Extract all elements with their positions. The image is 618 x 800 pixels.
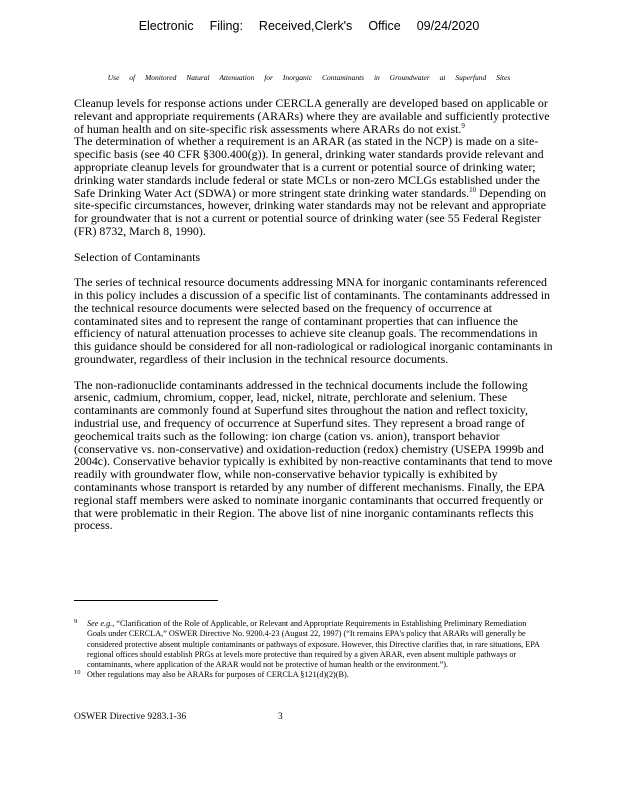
footnote-text: Other regulations may also be ARARs for purposes of CERCLA §121(d)(2)(B). (87, 670, 349, 680)
stamp-word: Filing: (209, 19, 243, 33)
page-number: 3 (278, 712, 283, 722)
document-body (74, 97, 554, 545)
footnote-ref-9[interactable]: 9 (461, 121, 465, 130)
paragraph-text: The determination of whether a requirement is an ARAR (as stated in the NCP) is made on a site-specific basis (see 40 CFR §300.400(g)). In general, drinking water standards provide relevant and appropriate cleanup levels for groundwater that is a current or potential source of drinking water; drinking water standards include federal or state MCLs or non-zero MCLGs established under the Safe Drinking Water Act (SDWA) or more stringent state drinking water standards. (74, 134, 544, 200)
filing-stamp (0, 19, 618, 33)
footnote-ref-10[interactable]: 10 (469, 185, 477, 194)
paragraph-contaminant-list: The non-radionuclide contaminants addressed in the technical documents include the following arsenic, cadmium, chromium, copper, lead, nickel, nitrate, perchlorate and selenium. These contaminants are commonly found at Superfund sites throughout the nation and reflect toxicity, industrial use, and frequency of occurrence at Superfund sites. They represent a broad range of geochemical traits such as the following: ion charge (cation vs. anion), transport behavior (conservative vs. non-conservative) and oxidation-reduction (redox) chemistry (USEPA 1999b and 2004c). Conservative behavior typically is exhibited by non-reactive contaminants that tend to move readily with groundwater flow, while non-conservative behavior typically is exhibited by contaminants whose transport is retarded by any number of different mechanisms. Finally, the EPA regional staff members were asked to nominate inorganic contaminants that occurred frequently or that were problematic in their Region. The above list of nine inorganic contaminants reflects this process. (74, 377, 553, 533)
footnote-number: 9 (74, 618, 78, 625)
stamp-word: Office (368, 19, 401, 33)
stamp-date: 09/24/2020 (416, 19, 480, 33)
paragraph-technical-documents: The series of technical resource documents addressing MNA for inorganic contaminants referenced in this policy includes a discussion of a specific list of contaminants. The contaminants addressed in the technical resource documents were selected based on the frequency of occurrence at contaminated sites and to represent the range of contaminant properties that can influence the efficiency of natural attenuation processes to achieve site cleanup goals. The recommendations in this guidance should be considered for all non-radiological or radiological inorganic contaminants in groundwater, regardless of their inclusion in the technical resource documents. (74, 275, 553, 366)
footnote-text: “Clarification of the Role of Applicable, or Relevant and Appropriate Requirements in Establishing Preliminary Remediation Goals under CERCLA,” OSWER Directive No. 9200.4-23 (August 22, 1997) (“It remains EPA's policy that ARARs will generally be considered protective absent multiple contaminants or pathways of exposure. However, this Directive clarifies that, in rare situations, EPA regional offices should establish PRGs at levels more protective than required by a given ARAR, even absent multiple pathways or contaminants, where application of the ARAR would not be protective of human health or the environment.”). (87, 619, 540, 670)
paragraph-arar-determination (74, 135, 554, 237)
page-footer (74, 712, 283, 722)
footnote-number: 10 (74, 669, 81, 677)
paragraph-cleanup-levels (74, 97, 554, 135)
footnotes (74, 619, 544, 681)
footnote-citation-signal: See e.g., (87, 619, 115, 628)
section-heading: Selection of Contaminants (74, 249, 201, 264)
stamp-word: Received,Clerk's (258, 19, 353, 33)
stamp-word: Electronic (138, 19, 194, 33)
footnote-divider (74, 600, 218, 601)
footnote-10 (74, 670, 544, 680)
paragraph-text: Depending on site-specific circumstances, however, drinking water standards may not be relevant and appropriate for groundwater that is not a current or potential source of drinking water (see 55 Federal Register (FR) 8732, March 8, 1990). (74, 185, 547, 238)
footnote-9 (74, 619, 544, 670)
directive-number: OSWER Directive 9283.1-36 (74, 712, 187, 722)
paragraph-text: Cleanup levels for response actions under CERCLA generally are developed based on applicable or relevant and appropriate requirements (ARARs) where they are available and sufficiently protective of human health and on site-specific risk assessments where ARARs do not exist. (74, 96, 550, 136)
running-header: Use of Monitored Natural Attenuation for Inorganic Contaminants in Groundwater at Superfund Sites (107, 73, 511, 82)
